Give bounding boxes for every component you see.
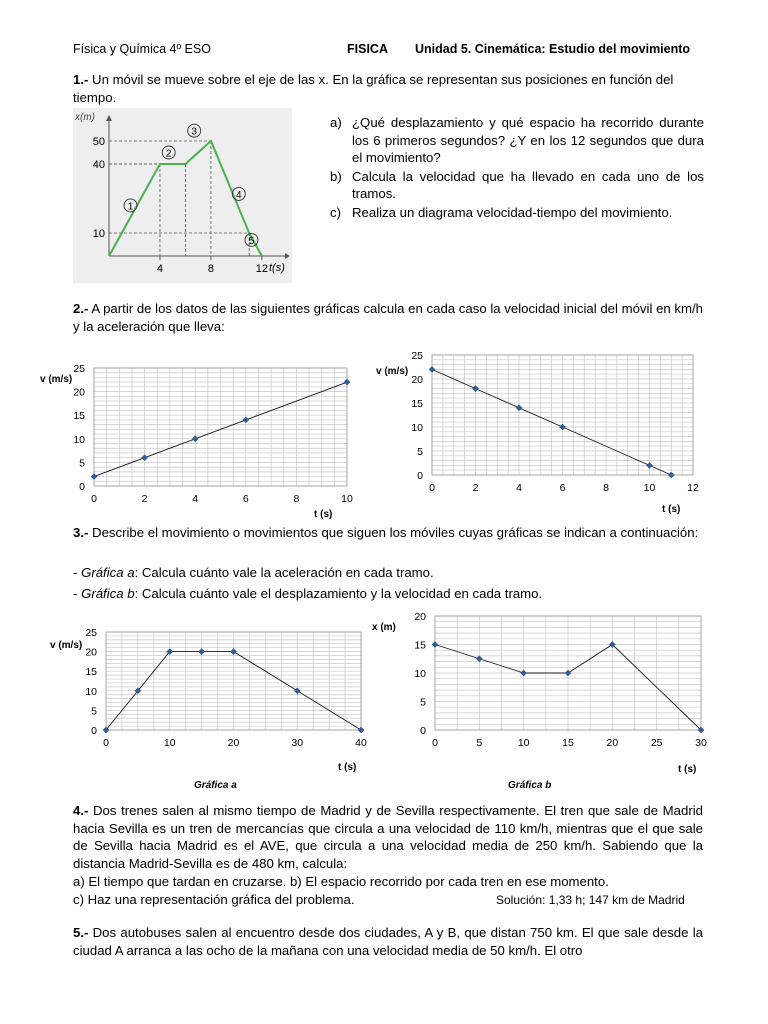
segment-label: 3 [191, 126, 197, 138]
data-point [231, 649, 237, 655]
x-tick-label: 4 [516, 482, 522, 494]
q3-line-b-label: Gráfica b [81, 586, 135, 601]
q2-chart-a [36, 360, 356, 522]
data-point [432, 642, 438, 648]
q1-questions [330, 114, 704, 222]
data-point [516, 405, 522, 411]
q1-item-a [330, 114, 704, 167]
q1-item-c [330, 204, 704, 222]
y-tick-label: 25 [411, 350, 423, 362]
q3-line-a-prefix: - [73, 565, 82, 580]
data-point [521, 670, 527, 676]
data-point [476, 656, 482, 662]
x-tick-label: 0 [103, 737, 109, 749]
x-tick-label: 6 [559, 482, 566, 494]
q4-solution: Solución: 1,33 h; 147 km de Madrid [496, 893, 685, 907]
x-tick-label: 10 [517, 737, 530, 749]
data-point [344, 379, 350, 385]
x-tick-label: 10 [643, 482, 656, 494]
q2-text: A partir de los datos de las siguientes gráficas calcula en cada caso la velocidad inicial del móvil en km/h y la aceleración que lleva: [73, 301, 703, 334]
q2-chart-b [372, 348, 702, 520]
x-tick-label: 2 [141, 493, 148, 505]
x-tick-label: 30 [291, 737, 304, 749]
x-tick-label: 8 [603, 482, 609, 494]
x-tick-label: 2 [472, 482, 479, 494]
segment-label: 5 [248, 235, 255, 247]
data-point [473, 386, 479, 392]
x-tick-label: 4 [192, 493, 199, 505]
data-point [294, 688, 300, 694]
q1-text: Un móvil se mueve sobre el eje de las x. En la gráfica se representan sus posiciones en función del tiempo. [73, 72, 674, 105]
x-tick-label: 40 [355, 737, 367, 749]
q4-text: Dos trenes salen al mismo tiempo de Madrid y de Sevilla respectivamente. El tren que sale de Madrid hacia Sevilla es un tren de mercancías que circula a una velocidad de 110 km/h, mientras que el que sale de Sevilla hacia Madrid es el AVE, que circula a una velocidad media de 250 km/h. Sabiendo que la distancia Madrid-Sevilla es de 480 km, calcula: [73, 803, 703, 871]
y-tick-label: 15 [411, 398, 423, 410]
x-tick-label: 10 [163, 737, 176, 749]
q3-line-a-text: : Calcula cuánto vale la aceleración en cada tramo. [134, 565, 434, 580]
x-tick-label: 30 [695, 737, 707, 749]
q3-chart-b [368, 608, 708, 798]
y-tick-label: 25 [85, 627, 97, 639]
y-tick-label: 10 [414, 668, 426, 680]
header-unit: Unidad 5. Cinemática: Estudio del movimiento [415, 42, 691, 56]
y-tick-label: 10 [85, 685, 97, 698]
q1-chart-background [73, 108, 292, 283]
x-tick-label: 8 [293, 493, 300, 505]
q1-chart [73, 108, 292, 283]
y-tick-label: 20 [73, 386, 85, 399]
y-tick-label: 50 [92, 136, 105, 148]
y-tick-label: 0 [91, 725, 97, 737]
header-subject: Física y Química 4º ESO [73, 42, 211, 56]
y-tick-label: 10 [73, 433, 85, 446]
y-tick-label: 15 [414, 639, 426, 652]
data-point [429, 366, 435, 372]
y-axis-label: x (m) [372, 622, 396, 633]
y-tick-label: 20 [414, 611, 426, 623]
x-axis-label: t (s) [314, 509, 333, 520]
y-tick-label: 20 [411, 374, 423, 386]
x-tick-label: 0 [432, 737, 438, 749]
y-tick-label: 5 [91, 705, 97, 718]
x-tick-label: 8 [207, 263, 214, 275]
x-tick-label: 4 [156, 263, 164, 275]
x-axis-label: t (s) [662, 504, 681, 515]
q4-statement [73, 802, 703, 872]
q5-number: 5.- [73, 925, 89, 940]
x-tick-label: 0 [91, 493, 97, 505]
y-tick-label: 10 [411, 422, 423, 434]
data-point [142, 455, 148, 461]
y-tick-label: 5 [417, 446, 423, 458]
x-tick-label: 25 [650, 737, 663, 749]
x-axis-label: t (s) [678, 764, 697, 775]
segment-label: 2 [165, 148, 172, 160]
data-point [358, 727, 364, 733]
y-tick-label: 5 [420, 696, 426, 709]
q2-number: 2.- [73, 301, 89, 316]
q3-line-a-label: Gráfica a [81, 565, 135, 580]
y-axis-label: v (m/s) [40, 374, 73, 385]
data-point [668, 472, 674, 478]
q1-item-a-text: ¿Qué desplazamiento y qué espacio ha recorrido durante los 6 primeros segundos? ¿Y en los 12 segundos que dura el movimiento? [352, 115, 704, 165]
y-tick-label: 25 [73, 363, 85, 375]
q1-item-a-label: a) [330, 115, 342, 130]
x-tick-label: 12 [687, 482, 699, 494]
segment-label: 4 [235, 189, 242, 201]
y-axis-label: x(m) [75, 112, 95, 123]
header-section: FISICA [347, 42, 388, 56]
y-tick-label: 0 [79, 481, 85, 493]
data-point [565, 670, 571, 676]
q1-item-b [330, 168, 704, 203]
x-tick-label: 6 [242, 493, 249, 505]
q5-statement [73, 924, 703, 959]
x-tick-label: 20 [227, 737, 240, 749]
y-tick-label: 5 [79, 457, 85, 470]
q3-line-b-text: : Calcula cuánto vale el desplazamiento y la velocidad en cada tramo. [134, 586, 543, 601]
y-tick-label: 40 [92, 159, 105, 171]
y-tick-label: 10 [92, 228, 105, 240]
q5-text: Dos autobuses salen al encuentro desde dos ciudades, A y B, que distan 750 km. El que sale desde la ciudad A arranca a las ocho de la mañana con una velocidad media de 50 km/h. El otro [73, 925, 703, 958]
data-point [192, 436, 198, 442]
q1-item-b-text: Calcula la velocidad que ha llevado en cada uno de los tramos. [352, 168, 704, 201]
chart-caption: Gráfica b [508, 780, 552, 791]
q3-number: 3.- [73, 525, 89, 540]
q2-statement [73, 300, 703, 335]
x-axis-label: t (s) [338, 762, 357, 773]
q4-line-ab: a) El tiempo que tardan en cruzarse. b) El espacio recorrido por cada tren en ese momento. [73, 874, 609, 889]
q1-statement [73, 71, 703, 106]
y-tick-label: 0 [420, 725, 426, 737]
x-axis-label: t(s) [269, 262, 285, 274]
data-point [647, 462, 653, 468]
y-tick-label: 0 [417, 470, 423, 482]
q1-number: 1.- [73, 72, 89, 87]
x-tick-label: 0 [429, 482, 435, 494]
y-axis-label: v (m/s) [376, 366, 409, 377]
q3-line-a [73, 564, 703, 582]
y-tick-label: 20 [85, 646, 97, 659]
y-tick-label: 15 [85, 666, 97, 679]
data-point [560, 424, 566, 430]
q3-line-b [73, 585, 703, 603]
q3-text: Describe el movimiento o movimientos que siguen los móviles cuyas gráficas se indican a continuación: [88, 525, 699, 540]
segment-label: 1 [127, 201, 134, 213]
q3-chart-a [36, 622, 376, 797]
chart-caption: Gráfica a [194, 780, 237, 791]
q3-statement [73, 524, 703, 542]
data-point [243, 417, 249, 423]
q1-item-c-label: c) [330, 204, 341, 220]
q4-number: 4.- [73, 803, 89, 818]
x-tick-label: 20 [606, 737, 619, 749]
x-tick-label: 5 [476, 737, 483, 749]
x-tick-label: 15 [562, 737, 574, 749]
q3-line-b-prefix: - [73, 586, 82, 601]
q1-item-c-text: Realiza un diagrama velocidad-tiempo del movimiento. [352, 204, 673, 220]
q4-line-c: c) Haz una representación gráfica del problema. [73, 892, 355, 907]
y-axis-label: v (m/s) [50, 640, 83, 651]
q1-item-b-label: b) [330, 168, 342, 184]
data-point [199, 649, 205, 655]
y-tick-label: 15 [73, 410, 85, 423]
x-tick-label: 12 [255, 263, 269, 275]
x-tick-label: 10 [341, 493, 353, 505]
data-point [91, 474, 97, 480]
